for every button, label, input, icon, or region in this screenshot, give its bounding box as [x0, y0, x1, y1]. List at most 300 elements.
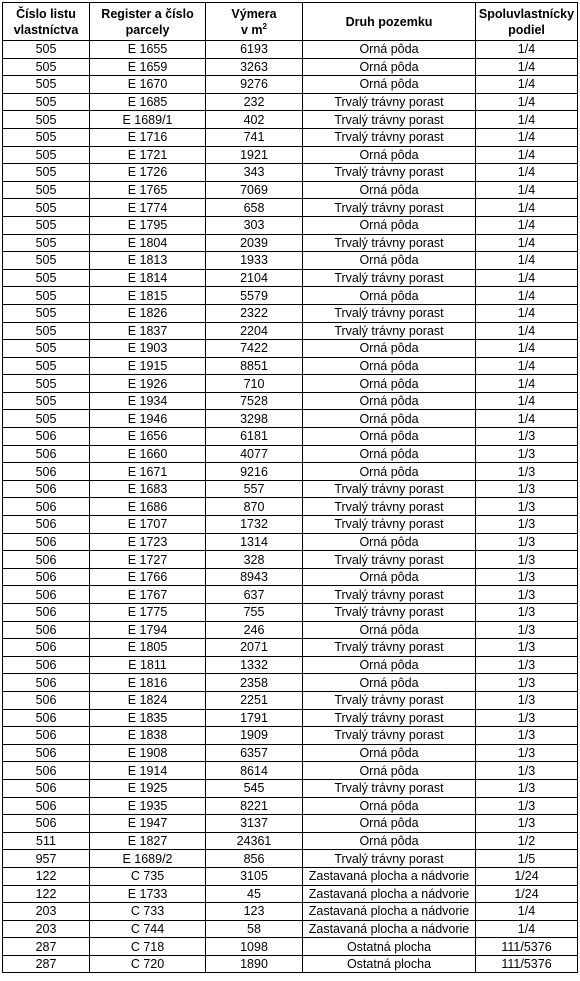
header-area: Výmera v $m^2$ — [206, 3, 303, 41]
table-row — [3, 920, 578, 938]
cell-parcel: E 1805 — [90, 639, 206, 657]
cell-lv-number: 506 — [3, 428, 90, 446]
cell-land-type: Ostatná plocha — [303, 938, 476, 956]
cell-share: 1/3 — [476, 779, 578, 797]
table-row — [3, 762, 578, 780]
cell-share: 1/4 — [476, 269, 578, 287]
cell-parcel: C 718 — [90, 938, 206, 956]
cell-parcel: E 1655 — [90, 41, 206, 59]
cell-parcel: E 1689/2 — [90, 850, 206, 868]
cell-area: 637 — [206, 586, 303, 604]
cell-lv-number: 957 — [3, 850, 90, 868]
cell-parcel: E 1689/1 — [90, 111, 206, 129]
cell-parcel: E 1816 — [90, 674, 206, 692]
cell-land-type: Trvalý trávny porast — [303, 850, 476, 868]
cell-lv-number: 505 — [3, 216, 90, 234]
cell-parcel: E 1733 — [90, 885, 206, 903]
cell-area: 4077 — [206, 445, 303, 463]
header-parcel-register: Register a číslo parcely — [90, 3, 206, 41]
cell-area: 8221 — [206, 797, 303, 815]
cell-area: 3105 — [206, 867, 303, 885]
cell-parcel: E 1815 — [90, 287, 206, 305]
cell-share: 1/4 — [476, 128, 578, 146]
cell-area: 2104 — [206, 269, 303, 287]
table-row — [3, 234, 578, 252]
table-row — [3, 656, 578, 674]
cell-land-type: Orná pôda — [303, 392, 476, 410]
cell-land-type: Trvalý trávny porast — [303, 639, 476, 657]
cell-area: 2251 — [206, 691, 303, 709]
cell-parcel: E 1774 — [90, 199, 206, 217]
table-row — [3, 850, 578, 868]
cell-land-type: Orná pôda — [303, 357, 476, 375]
cell-lv-number: 505 — [3, 287, 90, 305]
table-row — [3, 709, 578, 727]
cell-parcel: E 1659 — [90, 58, 206, 76]
cell-land-type: Trvalý trávny porast — [303, 604, 476, 622]
cell-parcel: E 1835 — [90, 709, 206, 727]
table-row — [3, 938, 578, 956]
cell-share: 1/4 — [476, 287, 578, 305]
cell-share: 1/3 — [476, 428, 578, 446]
table-row — [3, 867, 578, 885]
table-row — [3, 815, 578, 833]
cell-land-type: Orná pôda — [303, 287, 476, 305]
cell-land-type: Trvalý trávny porast — [303, 93, 476, 111]
cell-lv-number: 506 — [3, 797, 90, 815]
cell-parcel: E 1707 — [90, 516, 206, 534]
cell-parcel: E 1934 — [90, 392, 206, 410]
cell-land-type: Orná pôda — [303, 744, 476, 762]
table-row — [3, 76, 578, 94]
cell-lv-number: 122 — [3, 885, 90, 903]
cell-parcel: E 1926 — [90, 375, 206, 393]
cell-land-type: Trvalý trávny porast — [303, 551, 476, 569]
cell-parcel: E 1795 — [90, 216, 206, 234]
cell-area: 3263 — [206, 58, 303, 76]
cell-land-type: Trvalý trávny porast — [303, 304, 476, 322]
area-unit-superscript: 2 — [262, 21, 267, 31]
cell-lv-number: 506 — [3, 463, 90, 481]
table-row — [3, 498, 578, 516]
cell-land-type: Trvalý trávny porast — [303, 727, 476, 745]
cell-parcel: C 720 — [90, 955, 206, 973]
cell-lv-number: 506 — [3, 604, 90, 622]
cell-share: 1/4 — [476, 410, 578, 428]
cell-share: 1/3 — [476, 445, 578, 463]
cell-area: 658 — [206, 199, 303, 217]
cell-parcel: E 1813 — [90, 252, 206, 270]
cell-land-type: Orná pôda — [303, 533, 476, 551]
cell-lv-number: 505 — [3, 357, 90, 375]
cell-lv-number: 505 — [3, 375, 90, 393]
cell-parcel: C 744 — [90, 920, 206, 938]
cell-share: 1/3 — [476, 656, 578, 674]
cell-land-type: Orná pôda — [303, 568, 476, 586]
cell-land-type: Trvalý trávny porast — [303, 586, 476, 604]
table-row — [3, 304, 578, 322]
cell-area: 7528 — [206, 392, 303, 410]
cell-area: 741 — [206, 128, 303, 146]
cell-share: 1/3 — [476, 568, 578, 586]
cell-land-type: Orná pôda — [303, 621, 476, 639]
cell-share: 1/3 — [476, 709, 578, 727]
cell-land-type: Orná pôda — [303, 428, 476, 446]
cell-parcel: E 1946 — [90, 410, 206, 428]
cell-share: 1/3 — [476, 762, 578, 780]
cell-share: 1/3 — [476, 498, 578, 516]
cell-parcel: E 1804 — [90, 234, 206, 252]
table-row — [3, 146, 578, 164]
cell-share: 1/4 — [476, 903, 578, 921]
cell-area: 303 — [206, 216, 303, 234]
cell-parcel: E 1824 — [90, 691, 206, 709]
cell-land-type: Orná pôda — [303, 762, 476, 780]
cell-area: 9216 — [206, 463, 303, 481]
cell-parcel: E 1727 — [90, 551, 206, 569]
table-row — [3, 551, 578, 569]
cell-lv-number: 122 — [3, 867, 90, 885]
cell-share: 1/4 — [476, 375, 578, 393]
cell-land-type: Trvalý trávny porast — [303, 691, 476, 709]
cell-land-type: Trvalý trávny porast — [303, 269, 476, 287]
cell-parcel: E 1726 — [90, 164, 206, 182]
parcel-table — [2, 2, 578, 973]
cell-lv-number: 505 — [3, 181, 90, 199]
cell-area: 1933 — [206, 252, 303, 270]
cell-parcel: E 1671 — [90, 463, 206, 481]
table-row — [3, 727, 578, 745]
cell-lv-number: 506 — [3, 727, 90, 745]
cell-parcel: E 1721 — [90, 146, 206, 164]
cell-area: 7069 — [206, 181, 303, 199]
cell-area: 3298 — [206, 410, 303, 428]
table-row — [3, 516, 578, 534]
cell-land-type: Trvalý trávny porast — [303, 199, 476, 217]
cell-parcel: E 1794 — [90, 621, 206, 639]
cell-area: 545 — [206, 779, 303, 797]
table-row — [3, 885, 578, 903]
cell-lv-number: 287 — [3, 955, 90, 973]
cell-lv-number: 506 — [3, 709, 90, 727]
cell-area: 123 — [206, 903, 303, 921]
cell-lv-number: 287 — [3, 938, 90, 956]
cell-share: 1/3 — [476, 621, 578, 639]
cell-area: 755 — [206, 604, 303, 622]
cell-land-type: Trvalý trávny porast — [303, 164, 476, 182]
cell-land-type: Orná pôda — [303, 216, 476, 234]
cell-share: 1/3 — [476, 691, 578, 709]
cell-share: 1/5 — [476, 850, 578, 868]
cell-share: 1/4 — [476, 164, 578, 182]
cell-area: 710 — [206, 375, 303, 393]
cell-share: 1/4 — [476, 93, 578, 111]
cell-area: 1890 — [206, 955, 303, 973]
cell-area: 1909 — [206, 727, 303, 745]
cell-area: 870 — [206, 498, 303, 516]
cell-share: 1/4 — [476, 111, 578, 129]
cell-area: 6193 — [206, 41, 303, 59]
cell-lv-number: 505 — [3, 111, 90, 129]
cell-parcel: E 1685 — [90, 93, 206, 111]
cell-parcel: E 1767 — [90, 586, 206, 604]
table-row — [3, 955, 578, 973]
cell-parcel: E 1908 — [90, 744, 206, 762]
cell-share: 1/4 — [476, 146, 578, 164]
table-row — [3, 375, 578, 393]
cell-land-type: Orná pôda — [303, 832, 476, 850]
table-row — [3, 164, 578, 182]
table-row — [3, 621, 578, 639]
header-land-type: Druh pozemku — [303, 3, 476, 41]
cell-lv-number: 505 — [3, 340, 90, 358]
table-row — [3, 322, 578, 340]
cell-lv-number: 505 — [3, 410, 90, 428]
table-row — [3, 903, 578, 921]
cell-share: 1/24 — [476, 867, 578, 885]
cell-share: 1/4 — [476, 340, 578, 358]
cell-land-type: Orná pôda — [303, 815, 476, 833]
cell-area: 246 — [206, 621, 303, 639]
cell-lv-number: 506 — [3, 480, 90, 498]
cell-lv-number: 203 — [3, 903, 90, 921]
cell-area: 557 — [206, 480, 303, 498]
cell-area: 1332 — [206, 656, 303, 674]
cell-share: 1/4 — [476, 322, 578, 340]
cell-lv-number: 506 — [3, 762, 90, 780]
cell-share: 1/3 — [476, 516, 578, 534]
cell-lv-number: 505 — [3, 93, 90, 111]
cell-share: 1/2 — [476, 832, 578, 850]
cell-parcel: E 1766 — [90, 568, 206, 586]
cell-area: 2071 — [206, 639, 303, 657]
table-row — [3, 216, 578, 234]
cell-share: 1/3 — [476, 533, 578, 551]
cell-land-type: Zastavaná plocha a nádvorie — [303, 920, 476, 938]
cell-lv-number: 505 — [3, 41, 90, 59]
cell-share: 1/4 — [476, 181, 578, 199]
cell-area: 1732 — [206, 516, 303, 534]
table-row — [3, 357, 578, 375]
cell-parcel: E 1925 — [90, 779, 206, 797]
cell-land-type: Zastavaná plocha a nádvorie — [303, 903, 476, 921]
cell-parcel: C 733 — [90, 903, 206, 921]
cell-area: 5579 — [206, 287, 303, 305]
cell-share: 1/4 — [476, 41, 578, 59]
cell-area: 8851 — [206, 357, 303, 375]
cell-share: 1/3 — [476, 586, 578, 604]
cell-parcel: E 1686 — [90, 498, 206, 516]
cell-share: 1/4 — [476, 199, 578, 217]
cell-share: 111/5376 — [476, 938, 578, 956]
cell-parcel: E 1811 — [90, 656, 206, 674]
cell-lv-number: 203 — [3, 920, 90, 938]
cell-area: 3137 — [206, 815, 303, 833]
cell-area: 6357 — [206, 744, 303, 762]
table-row — [3, 480, 578, 498]
cell-lv-number: 505 — [3, 146, 90, 164]
cell-land-type: Orná pôda — [303, 41, 476, 59]
cell-lv-number: 506 — [3, 568, 90, 586]
cell-land-type: Trvalý trávny porast — [303, 234, 476, 252]
parcel-table-container — [2, 2, 578, 973]
table-row — [3, 568, 578, 586]
cell-lv-number: 506 — [3, 498, 90, 516]
cell-lv-number: 506 — [3, 744, 90, 762]
cell-land-type: Trvalý trávny porast — [303, 480, 476, 498]
cell-lv-number: 505 — [3, 234, 90, 252]
cell-share: 1/4 — [476, 920, 578, 938]
cell-share: 1/3 — [476, 744, 578, 762]
cell-share: 1/4 — [476, 252, 578, 270]
cell-parcel: E 1837 — [90, 322, 206, 340]
table-row — [3, 797, 578, 815]
table-row — [3, 93, 578, 111]
cell-share: 1/3 — [476, 815, 578, 833]
cell-area: 1314 — [206, 533, 303, 551]
table-row — [3, 128, 578, 146]
cell-parcel: E 1765 — [90, 181, 206, 199]
cell-share: 1/3 — [476, 604, 578, 622]
cell-parcel: E 1826 — [90, 304, 206, 322]
cell-land-type: Orná pôda — [303, 375, 476, 393]
cell-land-type: Orná pôda — [303, 445, 476, 463]
cell-area: 8614 — [206, 762, 303, 780]
cell-share: 1/3 — [476, 480, 578, 498]
cell-land-type: Orná pôda — [303, 674, 476, 692]
cell-area: 2322 — [206, 304, 303, 322]
table-row — [3, 287, 578, 305]
cell-parcel: E 1827 — [90, 832, 206, 850]
cell-lv-number: 505 — [3, 269, 90, 287]
cell-area: 58 — [206, 920, 303, 938]
cell-lv-number: 506 — [3, 516, 90, 534]
cell-share: 1/4 — [476, 76, 578, 94]
table-row — [3, 392, 578, 410]
table-row — [3, 340, 578, 358]
cell-land-type: Trvalý trávny porast — [303, 516, 476, 534]
table-row — [3, 691, 578, 709]
table-row — [3, 41, 578, 59]
cell-area: 9276 — [206, 76, 303, 94]
cell-share: 1/4 — [476, 58, 578, 76]
cell-area: 24361 — [206, 832, 303, 850]
cell-share: 1/24 — [476, 885, 578, 903]
cell-parcel: E 1838 — [90, 727, 206, 745]
cell-lv-number: 506 — [3, 533, 90, 551]
table-row — [3, 428, 578, 446]
cell-area: 45 — [206, 885, 303, 903]
cell-land-type: Trvalý trávny porast — [303, 709, 476, 727]
table-row — [3, 604, 578, 622]
cell-parcel: E 1660 — [90, 445, 206, 463]
cell-lv-number: 506 — [3, 639, 90, 657]
table-row — [3, 463, 578, 481]
cell-lv-number: 506 — [3, 586, 90, 604]
cell-share: 1/3 — [476, 463, 578, 481]
cell-area: 328 — [206, 551, 303, 569]
cell-share: 111/5376 — [476, 955, 578, 973]
table-row — [3, 832, 578, 850]
cell-area: 1921 — [206, 146, 303, 164]
cell-parcel: E 1683 — [90, 480, 206, 498]
cell-land-type: Zastavaná plocha a nádvorie — [303, 885, 476, 903]
table-row — [3, 586, 578, 604]
table-row — [3, 744, 578, 762]
cell-share: 1/3 — [476, 797, 578, 815]
cell-share: 1/4 — [476, 304, 578, 322]
cell-lv-number: 505 — [3, 76, 90, 94]
cell-lv-number: 505 — [3, 392, 90, 410]
cell-land-type: Orná pôda — [303, 797, 476, 815]
cell-parcel: E 1914 — [90, 762, 206, 780]
cell-land-type: Orná pôda — [303, 463, 476, 481]
cell-land-type: Ostatná plocha — [303, 955, 476, 973]
cell-share: 1/3 — [476, 727, 578, 745]
cell-parcel: E 1903 — [90, 340, 206, 358]
cell-lv-number: 506 — [3, 815, 90, 833]
cell-share: 1/4 — [476, 234, 578, 252]
cell-lv-number: 505 — [3, 164, 90, 182]
cell-parcel: E 1814 — [90, 269, 206, 287]
cell-lv-number: 506 — [3, 691, 90, 709]
cell-area: 856 — [206, 850, 303, 868]
cell-land-type: Orná pôda — [303, 410, 476, 428]
cell-parcel: E 1723 — [90, 533, 206, 551]
cell-share: 1/3 — [476, 639, 578, 657]
cell-area: 232 — [206, 93, 303, 111]
cell-area: 2039 — [206, 234, 303, 252]
table-row — [3, 199, 578, 217]
cell-lv-number: 506 — [3, 674, 90, 692]
table-row — [3, 410, 578, 428]
cell-parcel: E 1915 — [90, 357, 206, 375]
cell-land-type: Zastavaná plocha a nádvorie — [303, 867, 476, 885]
cell-area: 2204 — [206, 322, 303, 340]
cell-lv-number: 506 — [3, 656, 90, 674]
cell-area: 1791 — [206, 709, 303, 727]
table-row — [3, 181, 578, 199]
cell-parcel: E 1935 — [90, 797, 206, 815]
cell-parcel: E 1716 — [90, 128, 206, 146]
cell-parcel: E 1947 — [90, 815, 206, 833]
cell-land-type: Trvalý trávny porast — [303, 779, 476, 797]
cell-lv-number: 506 — [3, 621, 90, 639]
cell-share: 1/3 — [476, 674, 578, 692]
table-row — [3, 58, 578, 76]
cell-lv-number: 505 — [3, 58, 90, 76]
cell-parcel: C 735 — [90, 867, 206, 885]
cell-lv-number: 505 — [3, 199, 90, 217]
table-row — [3, 533, 578, 551]
cell-land-type: Trvalý trávny porast — [303, 128, 476, 146]
cell-land-type: Orná pôda — [303, 58, 476, 76]
header-lv-number: Číslo listu vlastníctva — [3, 3, 90, 41]
cell-lv-number: 505 — [3, 128, 90, 146]
cell-land-type: Orná pôda — [303, 181, 476, 199]
cell-land-type: Orná pôda — [303, 76, 476, 94]
cell-lv-number: 505 — [3, 252, 90, 270]
cell-parcel: E 1670 — [90, 76, 206, 94]
cell-share: 1/4 — [476, 392, 578, 410]
cell-share: 1/3 — [476, 551, 578, 569]
cell-land-type: Orná pôda — [303, 146, 476, 164]
cell-lv-number: 505 — [3, 304, 90, 322]
cell-area: 7422 — [206, 340, 303, 358]
cell-land-type: Trvalý trávny porast — [303, 498, 476, 516]
table-row — [3, 445, 578, 463]
cell-lv-number: 506 — [3, 445, 90, 463]
